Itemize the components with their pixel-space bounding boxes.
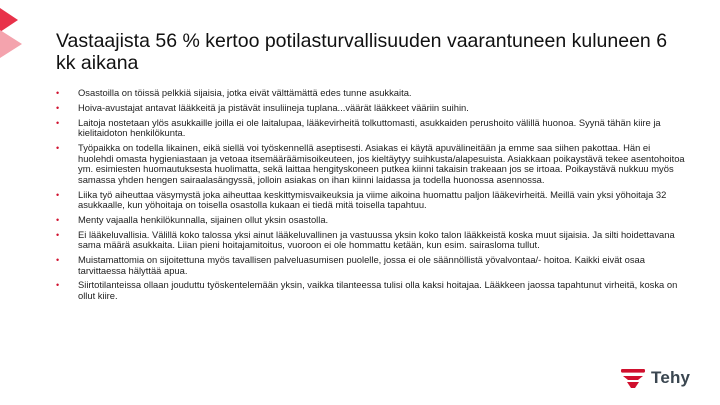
bullet-icon: • — [56, 102, 60, 113]
bullet-icon: • — [56, 189, 60, 200]
list-item-text: Ei lääkeluvallisia. Välillä koko talossa yksi ainut lääkeluvallinen ja vastuussa yksin koko talon lääkkeistä koska muut sijaisia. Ja silti hoidettavana sama määrä asukkaita. Liian pieni hoitajamitoitus, vuoroon ei ole hommattu ketään, kun esim. sairasloma tullut. — [78, 228, 675, 251]
bullet-icon: • — [56, 142, 60, 153]
corner-decoration — [0, 0, 28, 60]
list-item-text: Työpaikka on todella likainen, eikä siellä voi työskennellä aseptisesti. Asiakas ei käytä apuvälineitään ja emme saa siihen pakottaa. Hän ei huolehdi omasta hygieniastaan ja vetoaa itsemääräämisoikeuteen, jos kieltäytyy suihkusta/alapesuista. Asiakkaan poikaystävä tekee asentohoitoa ym. esimiesten huomautuksesta huolimatta, sekä laittaa hengityskoneen putkea kiinni takaisin trakeaan jos se irtoaa. Poikaystävä nukkuu myös samassa yhden hengen sairaalasängyssä, jolloin asiakas on ihan kiinni laidassa ja todella huonossa asennossa. — [78, 141, 685, 185]
list-item-text: Siirtotilanteissa ollaan jouduttu työskentelemään yksin, vaikka tilanteessa tulisi olla kaksi hoitajaa. Lääkkeen jaossa tapahtunut virheitä, koska on ollut kiire. — [78, 279, 678, 301]
bullet-list — [56, 88, 686, 306]
list-item — [56, 88, 686, 99]
list-item — [56, 118, 686, 139]
list-item — [56, 280, 686, 301]
bullet-icon: • — [56, 280, 60, 291]
bullet-icon: • — [56, 255, 60, 266]
bullet-icon: • — [56, 214, 60, 225]
list-item-text: Muistamattomia on sijoitettuna myös tavallisen palveluasumisen puolelle, jossa ei ole säännöllistä yövalvontaa/- hoitoa. Kaikki eivät osaa tarvittaessa hälyttää apua. — [78, 254, 645, 276]
list-item-text: Menty vajaalla henkilökunnalla, sijainen ollut yksin osastolla. — [78, 213, 329, 225]
page-title: Vastaajista 56 % kertoo potilasturvallisuuden vaarantuneen kuluneen 6 kk aikana — [56, 30, 668, 74]
list-item — [56, 230, 686, 251]
list-item-text: Hoiva-avustajat antavat lääkkeitä ja pistävät insuliineja tuplana...väärät lääkkeet vääriin suihin. — [78, 101, 469, 113]
tehy-logo — [620, 364, 700, 392]
list-item — [56, 215, 686, 226]
list-item-text: Liika työ aiheuttaa väsymystä joka aiheuttaa keskittymisvaikeuksia ja viime aikoina huomattu paljon lääkevirheitä. Meillä vain yksi yöhoitaja 32 asukkaalle, kun yöhoitaja on toisella osastolla kukaan ei tiedä mitä toisella tapahtuu. — [78, 188, 667, 211]
list-item — [56, 103, 686, 114]
logo-text: Tehy — [651, 368, 691, 387]
bullet-icon: • — [56, 117, 60, 128]
list-item-text: Laitoja nostetaan ylös asukkaille joilla ei ole laitalupaa, lääkevirheitä tolkuttomasti, asukkaiden perushoito välillä huonoa. Syynä tähän kiire ja kielitaidoton henkilökunta. — [78, 116, 661, 139]
tehy-logo-icon — [620, 367, 646, 389]
bullet-icon: • — [56, 88, 60, 98]
list-item — [56, 255, 686, 276]
list-item-text: Osastoilla on töissä pelkkiä sijaisia, jotka eivät välttämättä edes tunne asukkaita. — [78, 87, 412, 98]
list-item — [56, 190, 686, 211]
list-item — [56, 143, 686, 185]
bullet-icon: • — [56, 229, 60, 240]
